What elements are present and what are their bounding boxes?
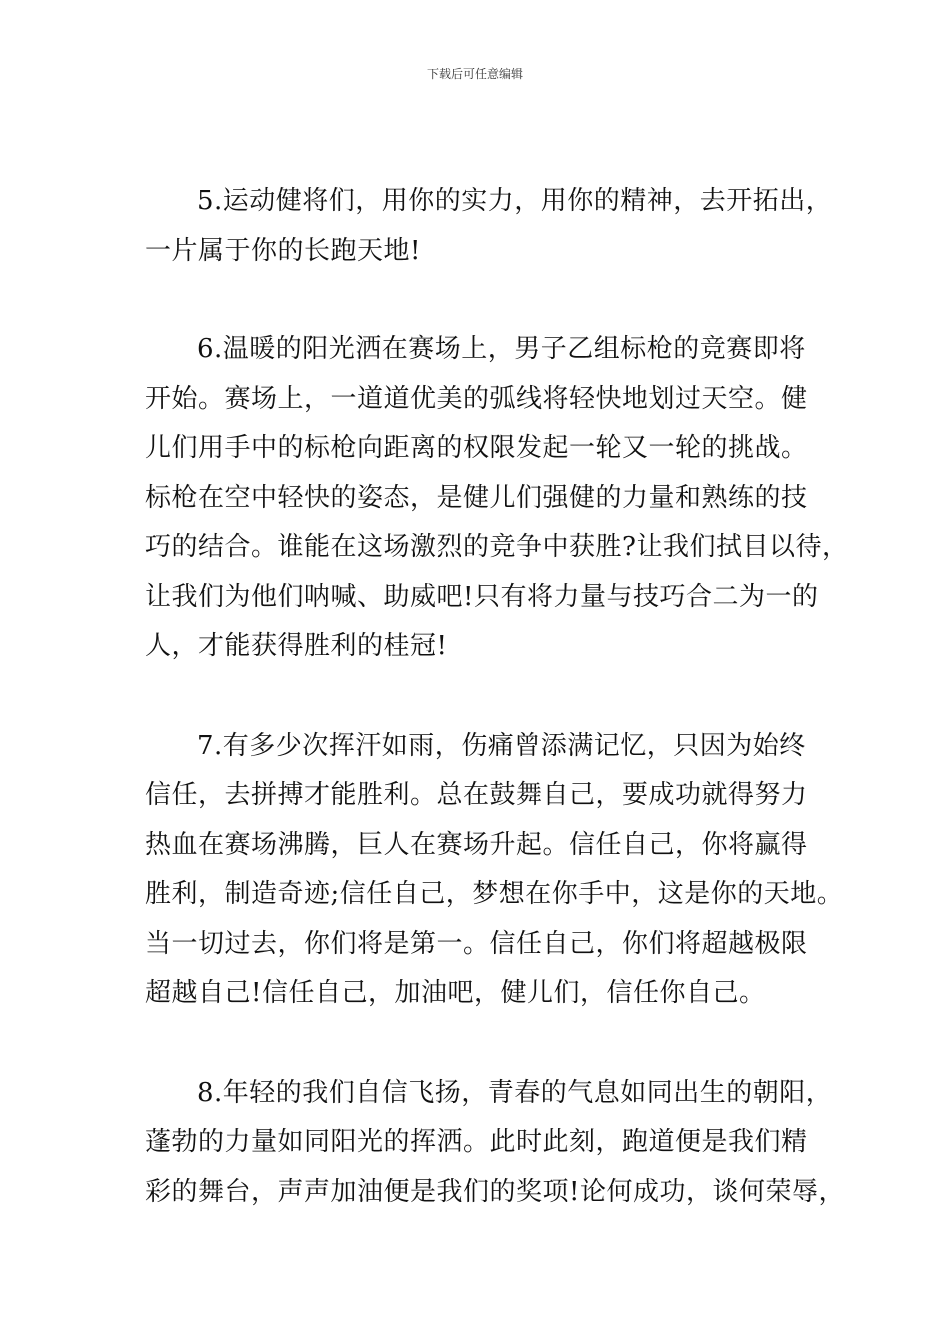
paragraph-6-line-1: 6.温暖的阳光洒在赛场上，男子乙组标枪的竞赛即将 [197,334,806,364]
paragraph-7-line-4: 胜利，制造奇迹;信任自己，梦想在你手中，这是你的天地。 [145,879,844,909]
paragraph-8-line-1: 8.年轻的我们自信飞扬，青春的气息如同出生的朝阳， [197,1078,833,1108]
paragraph-5-line-2: 一片属于你的长跑天地! [145,236,421,266]
paragraph-6-line-7: 人，才能获得胜利的桂冠! [145,631,448,661]
paragraph-7-line-3: 热血在赛场沸腾，巨人在赛场升起。信任自己，你将赢得 [145,830,808,860]
paragraph-7-line-5: 当一切过去，你们将是第一。信任自己，你们将超越极限 [145,929,808,959]
paragraph-7-line-6: 超越自己!信任自己，加油吧，健儿们，信任你自己。 [145,978,766,1008]
paragraph-6-line-4: 标枪在空中轻快的姿态，是健儿们强健的力量和熟练的技 [145,483,808,513]
paragraph-6-line-3: 儿们用手中的标枪向距离的权限发起一轮又一轮的挑战。 [145,433,808,463]
paragraph-8-line-2: 蓬勃的力量如同阳光的挥洒。此时此刻，跑道便是我们精 [145,1127,808,1157]
paragraph-5-line-1: 5.运动健将们，用你的实力，用你的精神，去开拓出， [197,186,833,216]
paragraph-7-line-2: 信任，去拼搏才能胜利。总在鼓舞自己，要成功就得努力 [145,780,808,810]
page-header: 下载后可任意编辑 [426,67,523,81]
paragraph-7-line-1: 7.有多少次挥汗如雨，伤痛曾添满记忆，只因为始终 [197,731,806,761]
paragraph-6-line-2: 开始。赛场上，一道道优美的弧线将轻快地划过天空。健 [145,384,808,414]
paragraph-8-line-3: 彩的舞台，声声加油便是我们的奖项!论何成功，谈何荣辱， [145,1177,845,1207]
paragraph-6-line-6: 让我们为他们呐喊、助威吧!只有将力量与技巧合二为一的 [145,582,819,612]
paragraph-6-line-5: 巧的结合。谁能在这场激烈的竞争中获胜?让我们拭目以待， [145,532,849,562]
